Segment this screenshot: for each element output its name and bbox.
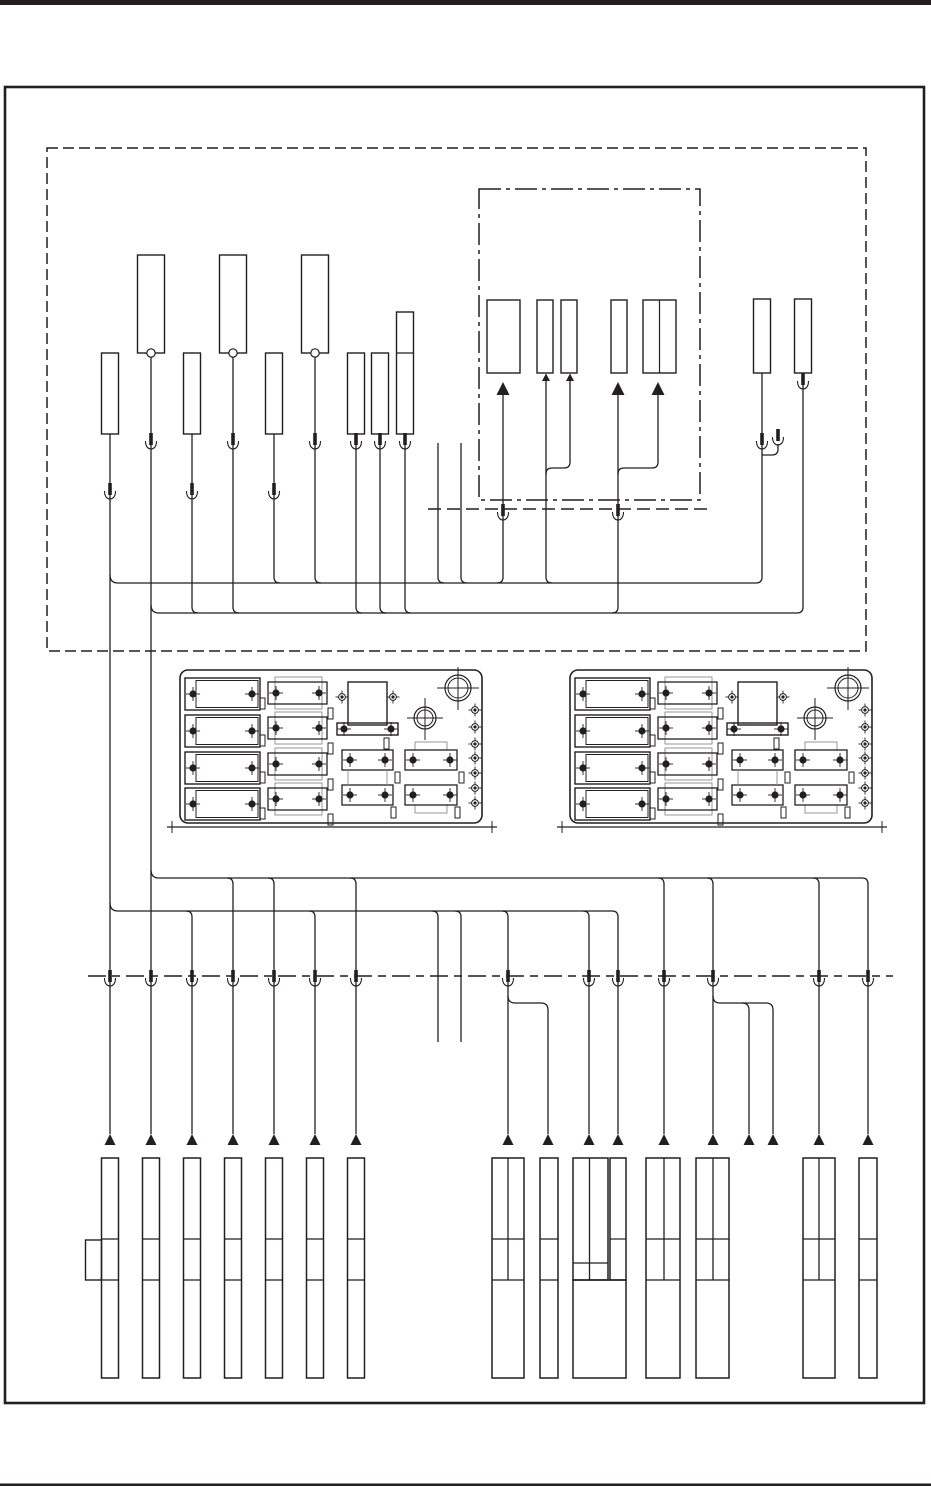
fuse-block bbox=[348, 353, 365, 434]
bottom-rule bbox=[0, 1484, 931, 1487]
wire-destination-arrow-icon bbox=[613, 1134, 624, 1145]
wire bbox=[546, 381, 552, 583]
fuse-block bbox=[266, 353, 283, 434]
bottom-connector-stacks bbox=[86, 1158, 878, 1378]
wire bbox=[658, 878, 664, 1134]
fusible-link-block bbox=[138, 255, 165, 353]
relay-block-left bbox=[167, 667, 497, 833]
fuse-block bbox=[372, 353, 389, 434]
wire bbox=[707, 878, 713, 1134]
ecu-signal-arrow-icon bbox=[566, 374, 574, 382]
wire-destination-arrow-icon bbox=[269, 1134, 280, 1145]
bus-wire bbox=[110, 903, 612, 911]
ecu-pin-block bbox=[537, 300, 553, 373]
ecu-pin-block bbox=[561, 300, 577, 373]
bus-wire bbox=[110, 575, 756, 583]
ecu-pin-block bbox=[487, 300, 520, 373]
wire bbox=[502, 911, 508, 1134]
wire bbox=[762, 444, 778, 455]
wire bbox=[546, 381, 570, 474]
wire-destination-arrow-icon bbox=[584, 1134, 595, 1145]
bus-wire bbox=[151, 870, 862, 878]
fuse-block bbox=[102, 353, 119, 434]
wire bbox=[380, 434, 386, 613]
fusible-link-block bbox=[220, 255, 247, 353]
wire bbox=[350, 878, 356, 1134]
connector-side-tab bbox=[86, 1240, 102, 1280]
connector-pair-icon bbox=[773, 429, 784, 445]
wire bbox=[862, 878, 868, 1134]
connector-stack bbox=[266, 1158, 283, 1378]
connector-stack bbox=[225, 1158, 242, 1378]
connector-stack bbox=[307, 1158, 324, 1378]
wire bbox=[233, 357, 239, 613]
wire-destination-arrow-icon bbox=[351, 1134, 362, 1145]
ecu-box bbox=[479, 189, 700, 500]
wire-destination-arrow-icon bbox=[146, 1134, 157, 1145]
wire-destination-arrow-icon bbox=[744, 1134, 755, 1145]
ecu-signal-arrow-icon bbox=[542, 374, 550, 382]
wire bbox=[508, 996, 548, 1134]
wire bbox=[813, 878, 819, 1134]
section-boundary-lines bbox=[88, 509, 893, 976]
wire-destination-arrow-icon bbox=[503, 1134, 514, 1145]
wire-destination-arrow-icon bbox=[863, 1134, 874, 1145]
connector-stack-combo bbox=[573, 1158, 626, 1378]
wire-destination-arrow-icon bbox=[708, 1134, 719, 1145]
terminal-circle-icon bbox=[229, 349, 237, 357]
harness-bus-lines bbox=[110, 575, 862, 911]
connector-stack bbox=[86, 1158, 119, 1378]
wire bbox=[756, 373, 762, 583]
wire bbox=[315, 357, 321, 583]
wire bbox=[274, 434, 280, 583]
wire bbox=[461, 443, 467, 583]
terminal-circle-icon bbox=[311, 349, 319, 357]
wire-destination-arrow-icon bbox=[310, 1134, 321, 1145]
bus-wire bbox=[151, 605, 797, 613]
wire bbox=[186, 911, 192, 1134]
connector-stack-double bbox=[803, 1158, 835, 1378]
wire-destination-arrow-icon bbox=[187, 1134, 198, 1145]
wire-destination-arrow-icon bbox=[768, 1134, 779, 1145]
harness-dashed-box bbox=[47, 148, 866, 651]
top-rule bbox=[0, 0, 931, 5]
connector-stack bbox=[540, 1158, 558, 1378]
wire bbox=[713, 996, 773, 1134]
wire bbox=[497, 395, 503, 583]
fuse-block bbox=[397, 312, 414, 434]
ecu-signal-arrow-icon bbox=[612, 382, 625, 395]
connector-stack bbox=[143, 1158, 160, 1378]
wire-destination-arrow-icon bbox=[543, 1134, 554, 1145]
wire-destination-arrow-icon bbox=[659, 1134, 670, 1145]
wire bbox=[227, 878, 233, 1134]
connector-stack-double bbox=[492, 1158, 524, 1378]
terminal-circle-icon bbox=[147, 349, 155, 357]
fusible-link-block bbox=[302, 255, 329, 353]
top-fuse-components bbox=[102, 255, 812, 434]
wire-destination-arrow-icon bbox=[105, 1134, 116, 1145]
fuse-block bbox=[184, 353, 201, 434]
to-connector-arrows bbox=[105, 1134, 874, 1145]
ecu-signal-arrow-icon bbox=[497, 382, 510, 395]
fuse-block bbox=[754, 299, 771, 373]
connector-stack bbox=[859, 1158, 877, 1378]
wire bbox=[192, 434, 198, 613]
connector-stack bbox=[184, 1158, 201, 1378]
inline-connector-symbols bbox=[105, 373, 874, 986]
wire bbox=[309, 911, 315, 1134]
connector-stack-double bbox=[646, 1158, 680, 1378]
wire-destination-arrow-icon bbox=[228, 1134, 239, 1145]
wire bbox=[268, 878, 274, 1134]
fuse-block bbox=[795, 299, 812, 373]
ecu-signal-arrow-icon bbox=[652, 382, 665, 395]
wire bbox=[438, 443, 444, 583]
wire bbox=[612, 911, 618, 1134]
wire bbox=[797, 373, 803, 613]
wires bbox=[110, 357, 868, 1134]
wire-destination-arrow-icon bbox=[814, 1134, 825, 1145]
wire bbox=[405, 434, 411, 613]
wire bbox=[618, 395, 658, 474]
wire bbox=[742, 1003, 749, 1134]
relay-block-right bbox=[557, 667, 887, 833]
connector-stack-double bbox=[696, 1158, 729, 1378]
wire bbox=[583, 911, 589, 1134]
ecu-pin-block bbox=[611, 300, 627, 373]
wire bbox=[356, 434, 362, 613]
connector-stack bbox=[348, 1158, 365, 1378]
